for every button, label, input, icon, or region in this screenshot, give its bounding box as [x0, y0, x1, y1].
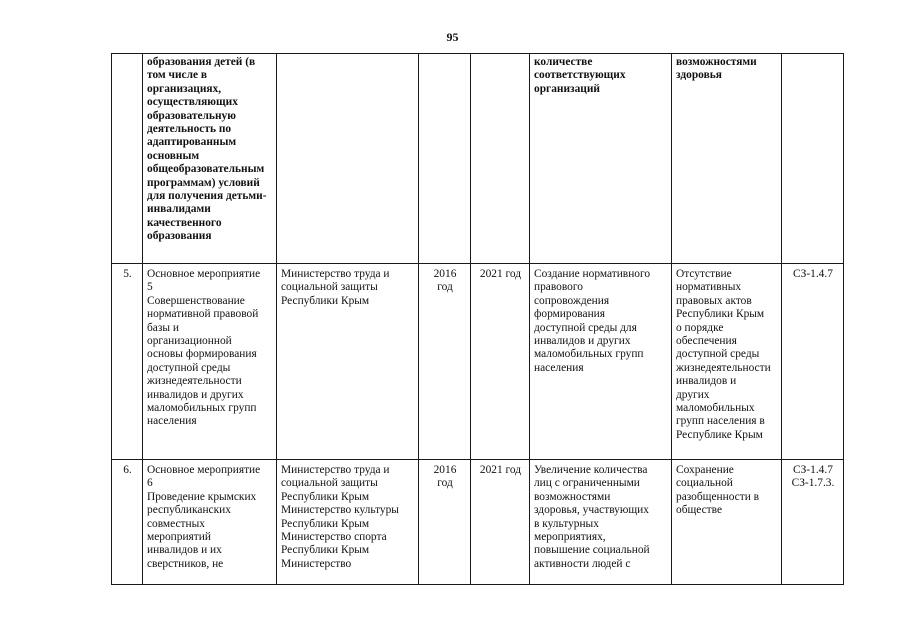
expected-result-cell: количестве соответствующих организаций: [530, 54, 672, 264]
end-year-cell: 2021 год: [471, 264, 530, 460]
executor-cell: [277, 54, 419, 264]
row-number-cell: 5.: [112, 264, 143, 460]
table-row: [112, 460, 844, 585]
start-year-cell: 2016 год: [419, 264, 471, 460]
table-row: [112, 54, 844, 264]
row-number-cell: [112, 54, 143, 264]
expected-result-cell: Создание нормативного правового сопровождения формирования доступной среды для инвалидов и других маломобильных групп населения: [530, 264, 672, 460]
start-year-cell: 2016 год: [419, 460, 471, 585]
indicator-cell: СЗ-1.4.7 СЗ-1.7.3.: [782, 460, 844, 585]
row-number-cell: 6.: [112, 460, 143, 585]
end-year-cell: 2021 год: [471, 460, 530, 585]
expected-result-cell: Увеличение количества лиц с ограниченными возможностями здоровья, участвующих в культурных мероприятиях, повышение социальной активности людей с: [530, 460, 672, 585]
measure-cell: Основное мероприятие 5 Совершенствование нормативной правовой базы и организационной основы формирования доступной среды жизнедеятельности инвалидов и других маломобильных групп населения: [143, 264, 277, 460]
consequence-cell: Сохранение социальной разобщенности в обществе: [672, 460, 782, 585]
end-year-cell: [471, 54, 530, 264]
start-year-cell: [419, 54, 471, 264]
consequence-cell: Отсутствие нормативных правовых актов Республики Крым о порядке обеспечения доступной среды жизнедеятельности инвалидов и других маломобильных групп населения в Республике Крым: [672, 264, 782, 460]
consequence-cell: возможностями здоровья: [672, 54, 782, 264]
table-row: [112, 264, 844, 460]
program-measures-table: [111, 53, 844, 585]
executor-cell: Министерство труда и социальной защиты Республики Крым: [277, 264, 419, 460]
indicator-cell: СЗ-1.4.7: [782, 264, 844, 460]
measure-cell: образования детей (в том числе в организациях, осуществляющих образовательную деятельность по адаптированным основным общеобразовательным программам) условий для получения детьми- инвалидами качественного образования: [143, 54, 277, 264]
indicator-cell: [782, 54, 844, 264]
page-number: 95: [446, 30, 459, 44]
executor-cell: Министерство труда и социальной защиты Республики Крым Министерство культуры Республики Крым Министерство спорта Республики Крым Министерство: [277, 460, 419, 585]
measure-cell: Основное мероприятие 6 Проведение крымских республиканских совместных мероприятий инвалидов и их сверстников, не: [143, 460, 277, 585]
